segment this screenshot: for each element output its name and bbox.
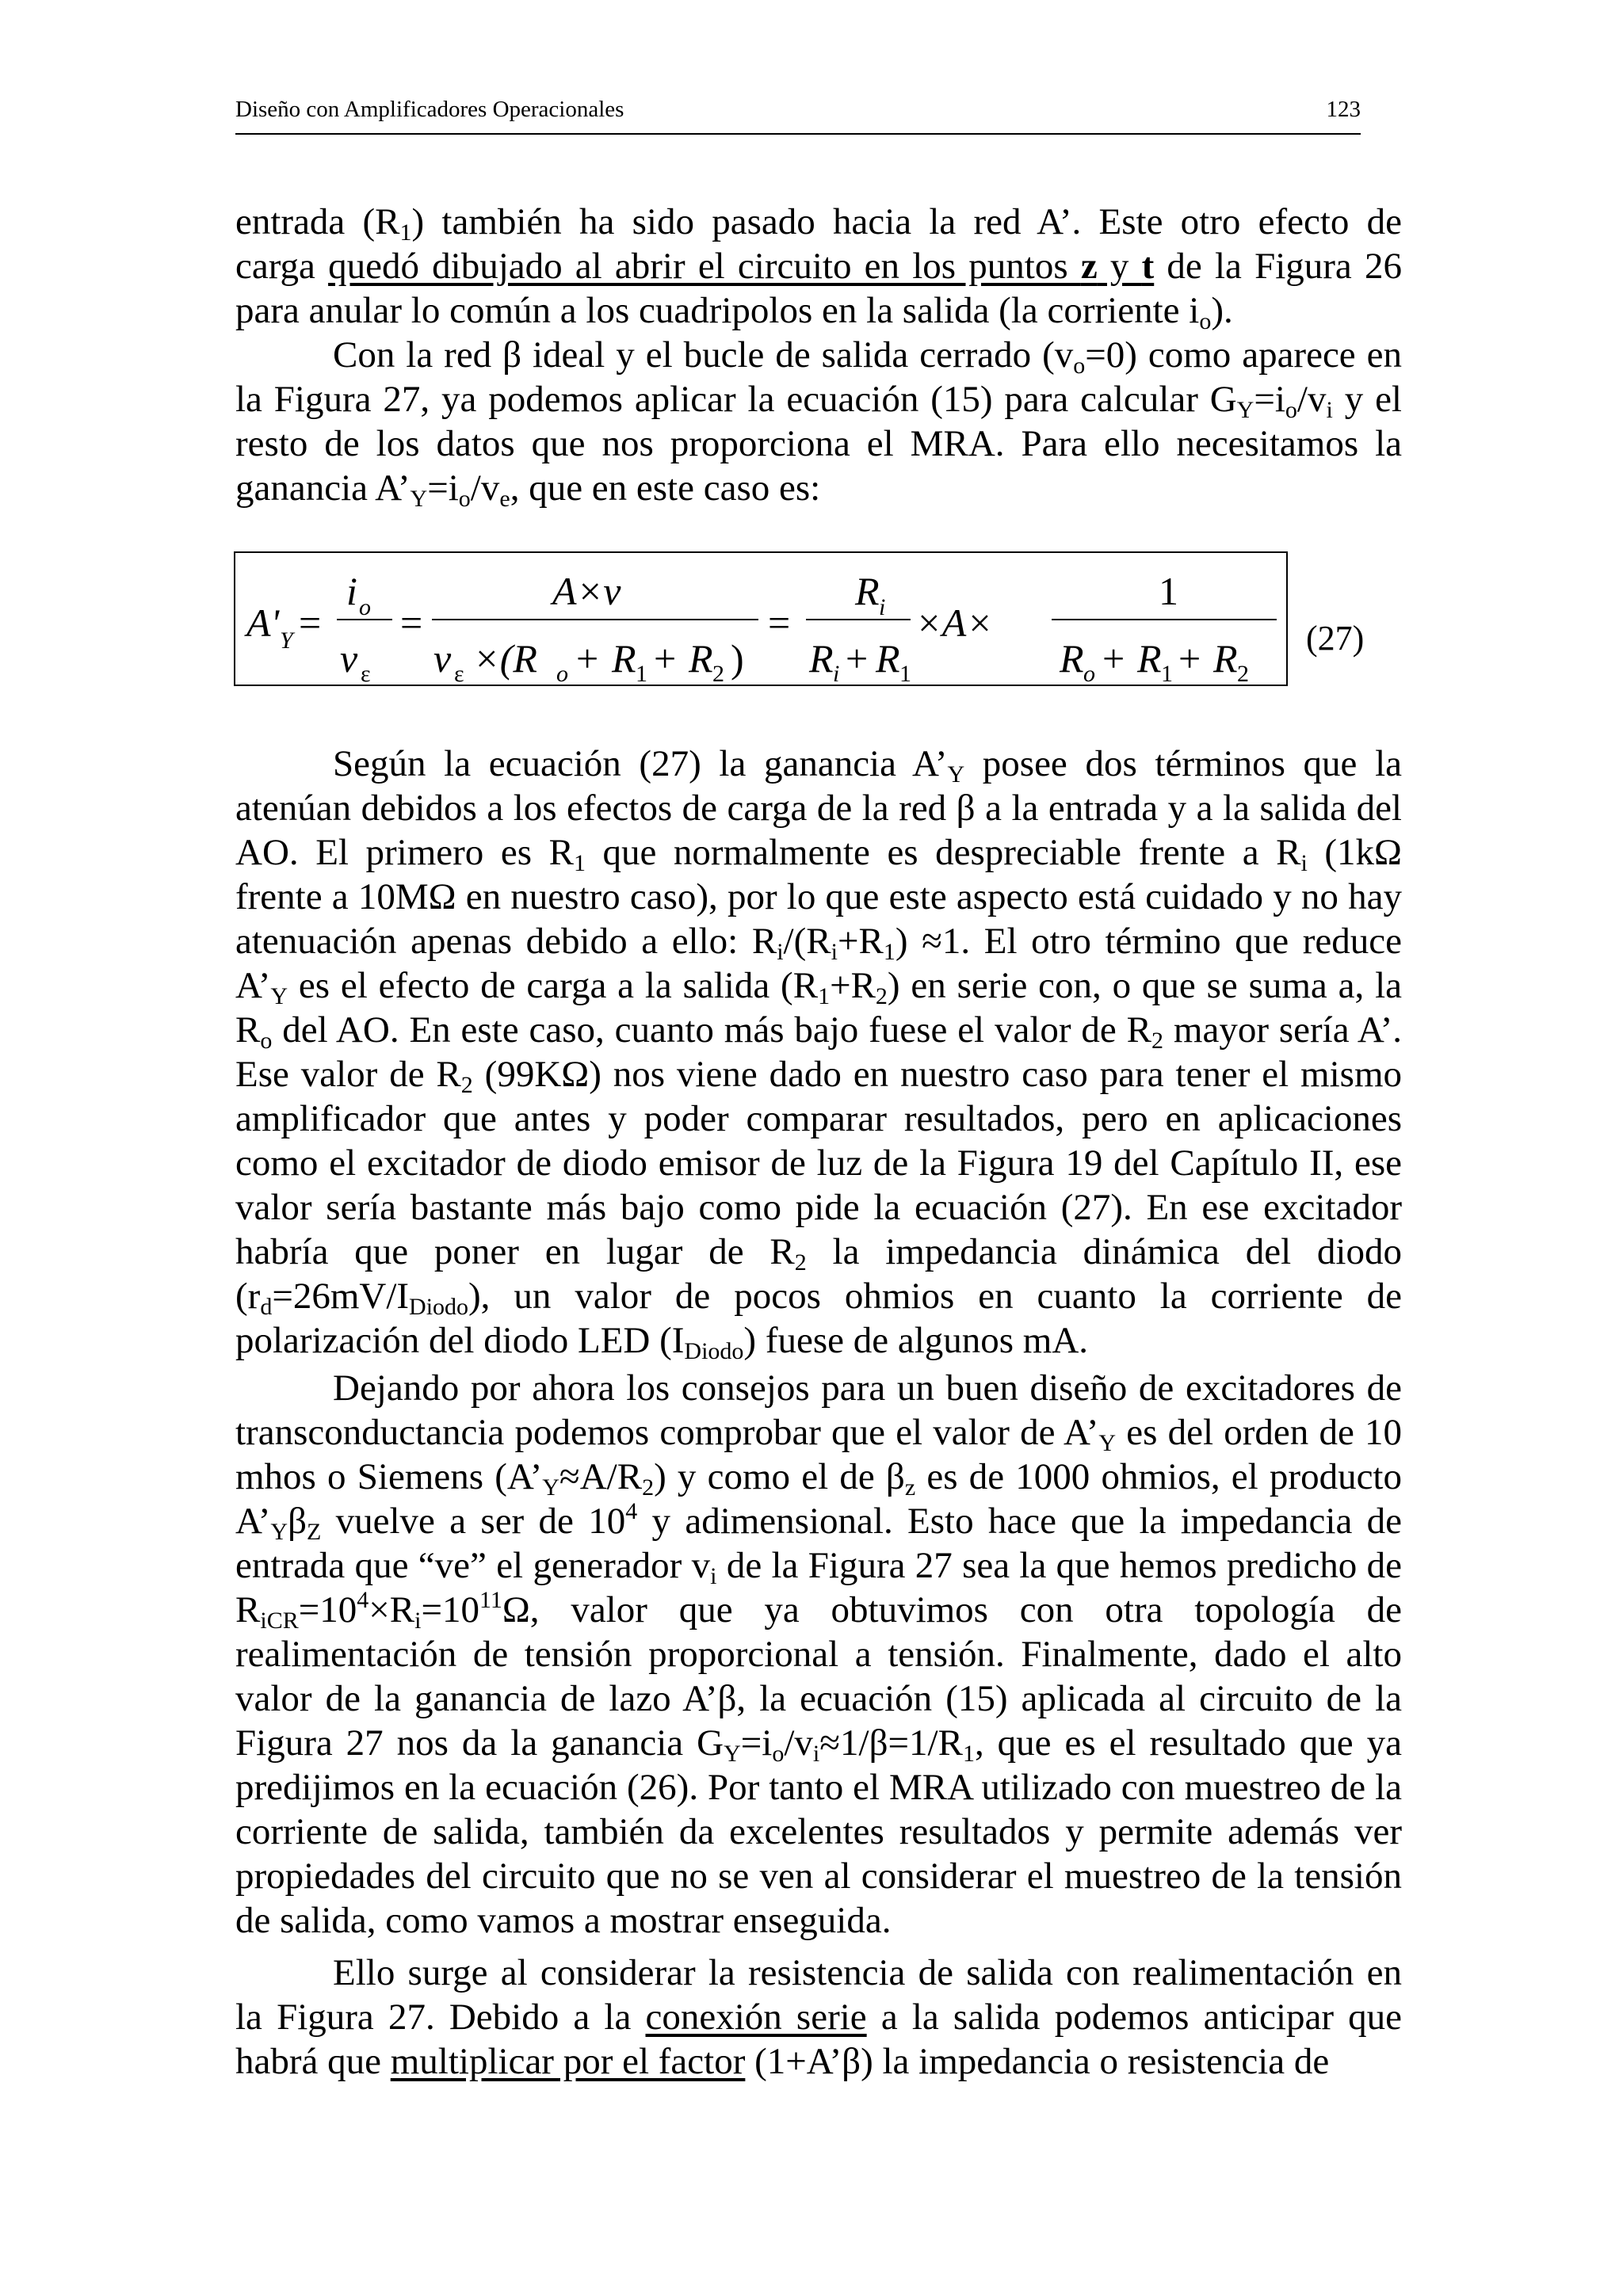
svg-text:+: + — [654, 636, 677, 681]
underlined-phrase: quedó dibujado al abrir el circuito en los puntos z y t — [328, 246, 1155, 287]
paragraph-continuation: entrada $(R_1)$ también ha sido pasado hacia la red A’. Este otro efecto de carga quedó dibujado al abrir el circuito en los puntos z y t de la Figura 26 para anular lo común a los cuadripolos en la salida (la corriente $i_o$). — [235, 201, 1402, 334]
svg-text:R: R — [1060, 636, 1084, 681]
equation-number: (27) — [1306, 619, 1365, 658]
svg-text:i: i — [346, 569, 357, 613]
svg-text:R: R — [809, 636, 834, 681]
paragraph-3: Según la ecuación (27) la ganancia $A’_Y$ posee dos términos que la atenúan debidos a los efectos de carga de la red β a la entrada y a la salida del AO. El primero es $R_1$ que normalmente es despreciable frente a $R_i$ (1kΩ frente a 10MΩ en nuestro caso), por lo que este aspecto está cuidado y no hay atenuación apenas debido a ello: $R_i/(R_i+R_1) \approx 1$. El otro término que reduce $A’_Y$ es el efecto de carga a la salida $(R_1+R_2)$ en serie con, o que se suma a, la $R_o$ del AO. En este caso, cuanto más bajo fuese el valor de $R_2$ mayor sería A’. Ese valor de $R_2$ (99KΩ) nos viene dado en nuestro caso para tener el mismo amplificador que antes y poder comparar resultados, pero en aplicaciones como el excitador de diodo emisor de luz de la Figura 19 del Capítulo II, ese valor sería bastante más bajo como pide la ecuación (27). En ese excitador habría que poner en lugar de $R_2$ la impedancia dinámica del diodo $(r_d=26mV/I_{Diodo})$, un valor de pocos ohmios en cuanto la corriente de polarización del diodo LED $(I_{Diodo})$ fuese de algunos mA. — [235, 743, 1403, 1364]
svg-text:i: i — [833, 661, 840, 685]
svg-text:2: 2 — [712, 661, 724, 685]
svg-text:+: + — [846, 636, 869, 681]
svg-text:1: 1 — [899, 661, 911, 685]
underlined-phrase: multiplicar por el factor — [390, 2041, 746, 2082]
svg-text:+: + — [576, 636, 599, 681]
page-header — [235, 97, 1361, 135]
svg-text:i: i — [879, 594, 886, 620]
equation-box — [234, 551, 1288, 686]
svg-text:=: = — [768, 601, 791, 645]
paragraph-4: Dejando por ahora los consejos para un buen diseño de excitadores de transconductancia podemos comprobar que el valor de $A’_Y$ es del orden de 10 mhos o Siemens $(A’_Y\approx A/R_2)$ y como el de $\beta_z$ es de 1000 ohmios, el producto $A’_Y\beta_Z$ vuelve a ser de $10^4$ y adimensional. Esto hace que la impedancia de entrada que “ve” el generador $v_i$ de la Figura 27 sea la que hemos predicho de $R_{iCR}=10^4\times R_i=10^{11}\Omega$, valor que ya obtuvimos con otra topología de realimentación de tensión proporcional a tensión. Finalmente, dado el alto valor de la ganancia de lazo A’β, la ecuación (15) aplicada al circuito de la Figura 27 nos da la ganancia $G_Y=i_o/v_i\approx 1/\beta=1/R_1$, que es el resultado que ya predijimos en la ecuación (26). Por tanto el MRA utilizado con muestreo de la corriente de salida, también da excelentes resultados y permite además ver propiedades del circuito que no se ven al considerar el muestreo de la tensión de salida, como vamos a mostrar enseguida. — [235, 1367, 1402, 1941]
page-number: 123 — [1326, 97, 1361, 122]
svg-text:ε: ε — [361, 661, 371, 685]
svg-text:1: 1 — [636, 661, 647, 685]
svg-text:Y: Y — [280, 627, 293, 654]
svg-text:=: = — [299, 601, 322, 645]
svg-text:=: = — [400, 601, 423, 645]
svg-text:ε: ε — [454, 661, 464, 685]
svg-text:×(R: ×(R — [473, 636, 537, 681]
svg-text:R: R — [876, 636, 900, 681]
svg-text:o: o — [556, 661, 568, 685]
paragraph-2: Con la red β ideal y el bucle de salida cerrado $(v_o=0)$ como aparece en la Figura 27, ya podemos aplicar la ecuación (15) para calcular $G_Y=i_o/v_i$ y el resto de los datos que nos proporciona el MRA. Para ello necesitamos la ganancia $A’_Y=i_o/v_e$, que en este caso es: — [235, 334, 1402, 512]
svg-text:R: R — [1137, 636, 1162, 681]
svg-text:R: R — [612, 636, 636, 681]
svg-text:1: 1 — [1159, 569, 1178, 613]
svg-text:×A×: ×A× — [915, 601, 994, 645]
svg-text:+: + — [1178, 636, 1201, 681]
svg-text:A×v: A×v — [552, 569, 621, 613]
svg-text:+: + — [1102, 636, 1125, 681]
paragraph-5: Ello surge al considerar la resistencia de salida con realimentación en la Figura 27. Debido a la conexión serie a la salida podemos anticipar que habrá que multiplicar por el factor (1+A’β) la impedancia o resistencia de — [235, 1952, 1402, 2082]
svg-text:): ) — [731, 636, 744, 681]
svg-text:o: o — [1083, 661, 1095, 685]
svg-text:v: v — [433, 636, 452, 681]
svg-text:2: 2 — [1237, 661, 1249, 685]
eq-lhs: A' — [246, 601, 280, 645]
svg-text:v: v — [340, 636, 358, 681]
svg-text:R: R — [1213, 636, 1238, 681]
svg-text:1: 1 — [1161, 661, 1173, 685]
svg-text:R: R — [855, 569, 880, 613]
svg-text:R: R — [689, 636, 713, 681]
equation-27 — [235, 553, 1286, 685]
svg-text:o: o — [359, 594, 371, 620]
running-title: Diseño con Amplificadores Operacionales — [235, 97, 624, 122]
underlined-phrase: conexión serie — [645, 1997, 867, 2038]
